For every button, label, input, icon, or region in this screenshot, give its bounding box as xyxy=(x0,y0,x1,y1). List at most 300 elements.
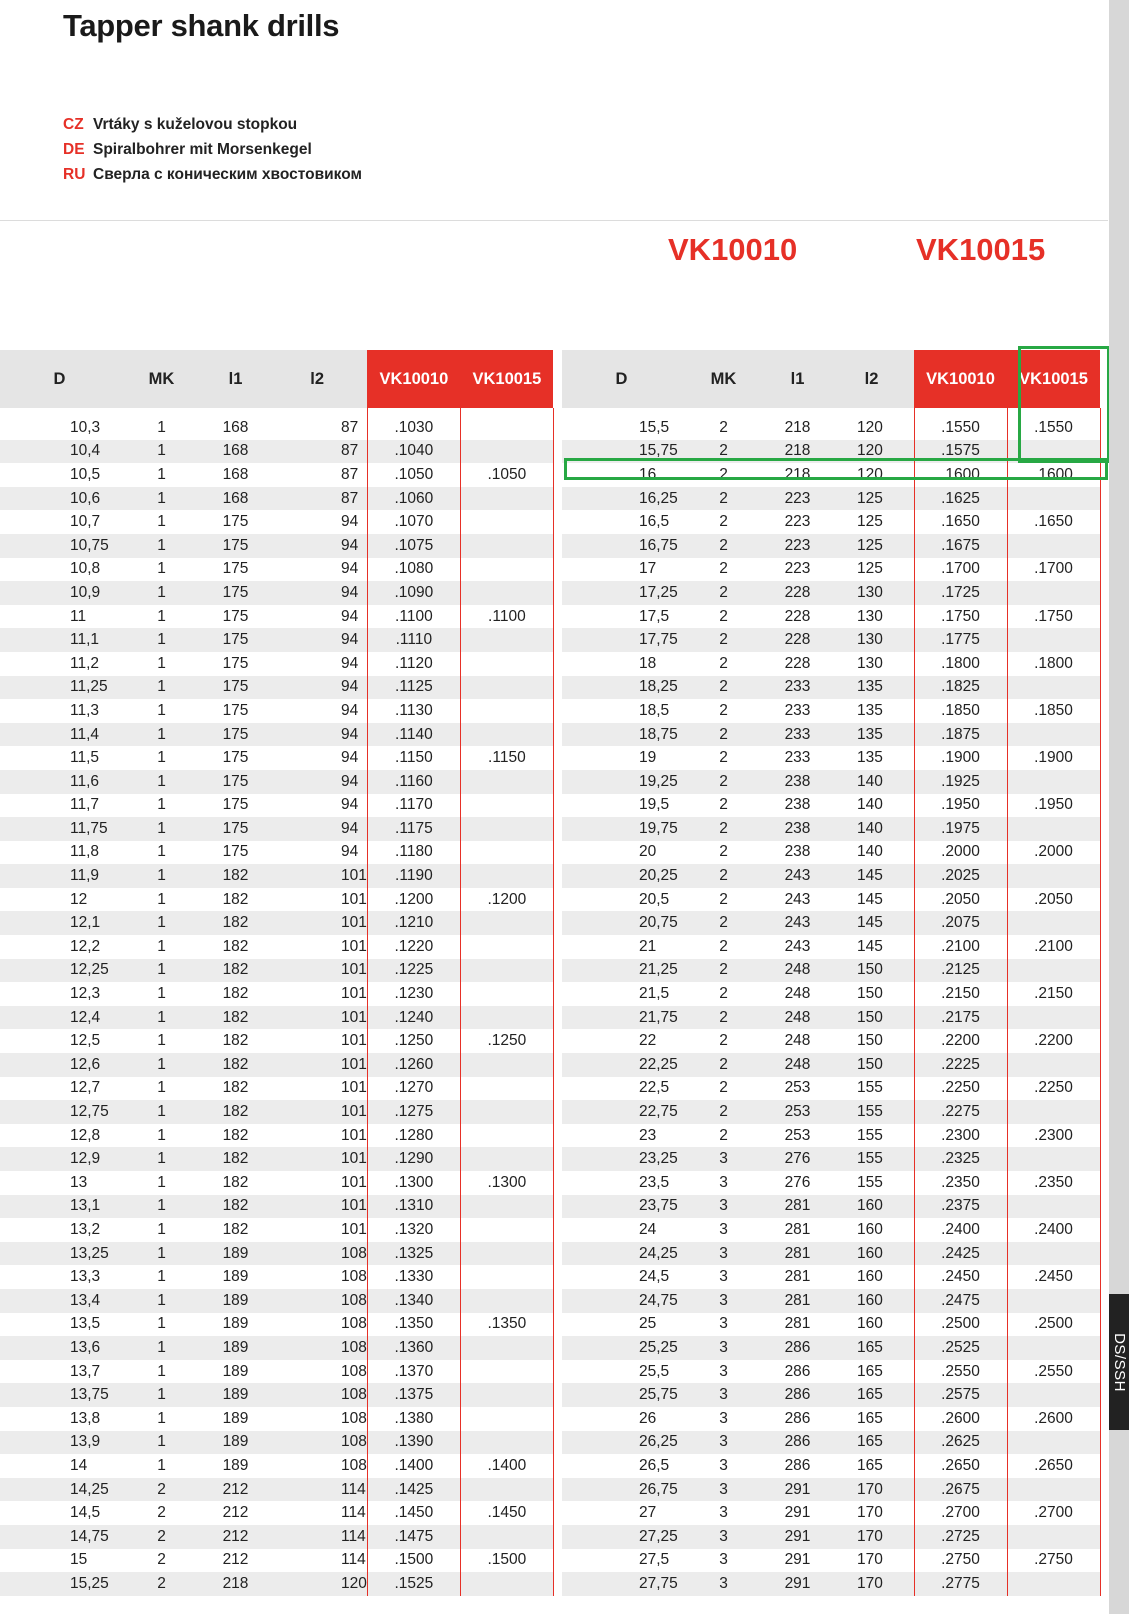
cell-mk: 2 xyxy=(681,676,766,700)
cell-d: 13,3 xyxy=(70,1268,101,1286)
cell-vk10010: .2675 xyxy=(914,1478,1007,1502)
cell-d: 20,25 xyxy=(562,864,681,888)
cell-d: 25 xyxy=(639,1315,657,1333)
cell-l1: 286 xyxy=(766,1336,829,1360)
cell-vk10015 xyxy=(1007,1242,1100,1266)
cell-d: 13,7 xyxy=(70,1362,101,1380)
cell-l2: 114 xyxy=(341,1551,366,1569)
cell-d: 10,5 xyxy=(70,465,101,483)
cell-l1: 189 xyxy=(204,1336,267,1360)
cell-l2: 140 xyxy=(857,843,883,861)
cell-vk10010: .2375 xyxy=(914,1195,1007,1219)
table-row xyxy=(0,1218,553,1242)
cell-vk10015 xyxy=(460,487,553,511)
cell-d: 27,75 xyxy=(562,1572,681,1596)
cell-vk10010: .1400 xyxy=(367,1454,460,1478)
cell-vk10015 xyxy=(460,1242,553,1266)
cell-vk10015 xyxy=(1007,1006,1100,1030)
table-row xyxy=(0,510,553,534)
cell-vk10015 xyxy=(460,1077,553,1101)
cell-d: 13,5 xyxy=(70,1315,101,1333)
cell-vk10015 xyxy=(460,1525,553,1549)
cell-d: 15 xyxy=(70,1551,88,1569)
cell-d: 24,5 xyxy=(639,1268,670,1286)
cell-mk: 2 xyxy=(719,937,728,955)
cell-l2: 108 xyxy=(341,1456,367,1474)
language-code: CZ xyxy=(63,116,84,133)
cell-l2: 101 xyxy=(341,937,367,955)
cell-mk: 2 xyxy=(681,770,766,794)
cell-mk: 1 xyxy=(157,937,166,955)
cell-vk10015 xyxy=(460,581,553,605)
cell-l1: 212 xyxy=(222,1504,249,1522)
table-header-row xyxy=(562,350,1100,408)
cell-vk10010: .1210 xyxy=(367,911,460,935)
cell-mk: 1 xyxy=(157,749,166,767)
cell-vk10010: .1900 xyxy=(914,746,1007,770)
cell-vk10010: .2300 xyxy=(914,1124,1007,1148)
cell-l1: 291 xyxy=(766,1572,829,1596)
cell-vk10015: .1450 xyxy=(460,1501,553,1525)
header-l2: l2 xyxy=(267,350,367,408)
cell-vk10015 xyxy=(1007,723,1100,747)
cell-vk10010: .1275 xyxy=(367,1100,460,1124)
cell-d: 19 xyxy=(639,749,657,767)
cell-mk: 1 xyxy=(119,1006,204,1030)
cell-mk: 2 xyxy=(719,654,728,672)
cell-l2: 108 xyxy=(267,1383,367,1407)
cell-l2: 130 xyxy=(857,654,883,672)
header-l1: l1 xyxy=(204,350,267,408)
cell-mk: 1 xyxy=(157,701,166,719)
cell-d: 10,4 xyxy=(0,440,119,464)
cell-l2: 94 xyxy=(267,676,367,700)
cell-l1: 286 xyxy=(766,1431,829,1455)
cell-l1: 291 xyxy=(784,1551,811,1569)
cell-d: 12,5 xyxy=(70,1032,101,1050)
cell-d: 10,7 xyxy=(70,513,101,531)
cell-l1: 189 xyxy=(222,1456,249,1474)
cell-mk: 1 xyxy=(157,418,166,436)
table-row xyxy=(0,864,553,888)
cell-vk10015: .2450 xyxy=(1007,1265,1100,1289)
cell-vk10010: .2475 xyxy=(914,1289,1007,1313)
cell-l2: 101 xyxy=(267,1053,367,1077)
cell-vk10010: .1380 xyxy=(367,1407,460,1431)
cell-d: 12,6 xyxy=(0,1053,119,1077)
cell-d: 10,8 xyxy=(70,560,101,578)
cell-l1: 218 xyxy=(766,440,829,464)
table-row xyxy=(562,534,1100,558)
cell-vk10010: .2000 xyxy=(914,841,1007,865)
table-row xyxy=(0,1383,553,1407)
cell-vk10010: .1150 xyxy=(367,746,460,770)
cell-vk10015 xyxy=(460,770,553,794)
cell-vk10015 xyxy=(460,841,553,865)
cell-l1: 182 xyxy=(204,1195,267,1219)
cell-l1: 233 xyxy=(784,749,811,767)
table-row xyxy=(562,1100,1100,1124)
table-row xyxy=(562,1029,1100,1053)
cell-mk: 1 xyxy=(119,864,204,888)
table-row xyxy=(0,1171,553,1195)
cell-l2: 145 xyxy=(829,864,914,888)
cell-l1: 248 xyxy=(784,985,811,1003)
cell-l1: 189 xyxy=(222,1268,249,1286)
cell-l2: 114 xyxy=(267,1525,367,1549)
cell-l2: 170 xyxy=(829,1572,914,1596)
cell-vk10010: .1220 xyxy=(367,935,460,959)
cell-l2: 94 xyxy=(341,513,359,531)
cell-vk10015 xyxy=(460,1100,553,1124)
cell-vk10015 xyxy=(1007,1147,1100,1171)
table-row xyxy=(0,1431,553,1455)
cell-l2: 101 xyxy=(341,1126,367,1144)
cell-l2: 114 xyxy=(267,1478,367,1502)
cell-vk10015 xyxy=(460,1053,553,1077)
cell-l2: 150 xyxy=(829,1006,914,1030)
cell-l2: 165 xyxy=(829,1383,914,1407)
cell-mk: 2 xyxy=(157,1504,166,1522)
cell-vk10015 xyxy=(460,1265,553,1289)
cell-l2: 101 xyxy=(341,890,367,908)
cell-l1: 175 xyxy=(204,628,267,652)
table-row xyxy=(0,1077,553,1101)
cell-d: 24,25 xyxy=(562,1242,681,1266)
cell-mk: 1 xyxy=(157,1032,166,1050)
cell-vk10010: .1475 xyxy=(367,1525,460,1549)
cell-l2: 155 xyxy=(857,1079,883,1097)
cell-vk10010: .2700 xyxy=(914,1501,1007,1525)
cell-d: 18,75 xyxy=(562,723,681,747)
cell-l2: 101 xyxy=(267,1195,367,1219)
cell-mk: 1 xyxy=(157,985,166,1003)
cell-vk10010: .1725 xyxy=(914,581,1007,605)
header-vk10015: VK10015 xyxy=(1007,350,1100,408)
cell-mk: 3 xyxy=(719,1268,728,1286)
cell-d: 12,25 xyxy=(0,959,119,983)
cell-l1: 168 xyxy=(204,487,267,511)
cell-mk: 1 xyxy=(157,1456,166,1474)
cell-l1: 175 xyxy=(222,749,249,767)
cell-d: 26,75 xyxy=(562,1478,681,1502)
cell-mk: 2 xyxy=(681,864,766,888)
cell-d: 20,5 xyxy=(639,890,670,908)
cell-mk: 3 xyxy=(719,1551,728,1569)
cell-vk10010: .2150 xyxy=(914,982,1007,1006)
cell-vk10015 xyxy=(460,1478,553,1502)
table-row xyxy=(0,652,553,676)
table-row xyxy=(0,746,553,770)
cell-vk10015: .2500 xyxy=(1007,1313,1100,1337)
table-row xyxy=(0,1195,553,1219)
header-l1: l1 xyxy=(766,350,829,408)
cell-mk: 3 xyxy=(719,1315,728,1333)
cell-vk10010: .1130 xyxy=(367,699,460,723)
cell-l1: 182 xyxy=(204,864,267,888)
cell-vk10015: .2050 xyxy=(1007,888,1100,912)
cell-vk10010: .1300 xyxy=(367,1171,460,1195)
cell-d: 12 xyxy=(70,890,88,908)
cell-l1: 281 xyxy=(784,1220,811,1238)
table-row xyxy=(0,1029,553,1053)
cell-l2: 101 xyxy=(341,1220,367,1238)
cell-mk: 3 xyxy=(681,1336,766,1360)
cell-l2: 140 xyxy=(829,817,914,841)
cell-mk: 2 xyxy=(719,1126,728,1144)
cell-d: 13,2 xyxy=(70,1220,101,1238)
table-row xyxy=(0,911,553,935)
table-row xyxy=(562,841,1100,865)
cell-d: 15,75 xyxy=(562,440,681,464)
cell-vk10010: .1290 xyxy=(367,1147,460,1171)
cell-vk10010: .1280 xyxy=(367,1124,460,1148)
cell-vk10015 xyxy=(460,935,553,959)
cell-l2: 101 xyxy=(267,1006,367,1030)
cell-l1: 175 xyxy=(204,581,267,605)
cell-vk10015 xyxy=(460,864,553,888)
table-row xyxy=(562,1242,1100,1266)
cell-mk: 2 xyxy=(719,843,728,861)
cell-mk: 2 xyxy=(681,628,766,652)
table-row xyxy=(0,1549,553,1573)
cell-d: 12,4 xyxy=(0,1006,119,1030)
cell-l2: 101 xyxy=(267,959,367,983)
cell-l2: 108 xyxy=(341,1409,367,1427)
cell-l2: 135 xyxy=(857,749,883,767)
cell-mk: 2 xyxy=(681,959,766,983)
cell-l2: 120 xyxy=(857,465,883,483)
cell-mk: 1 xyxy=(119,911,204,935)
cell-vk10015 xyxy=(1007,959,1100,983)
cell-d: 27,25 xyxy=(562,1525,681,1549)
cell-vk10015: .2700 xyxy=(1007,1501,1100,1525)
cell-d: 12,1 xyxy=(0,911,119,935)
cell-vk10010: .1170 xyxy=(367,794,460,818)
cell-vk10015: .1400 xyxy=(460,1454,553,1478)
cell-vk10010: .1330 xyxy=(367,1265,460,1289)
cell-l2: 94 xyxy=(341,607,359,625)
cell-mk: 2 xyxy=(119,1572,204,1596)
cell-l2: 135 xyxy=(829,676,914,700)
table-row xyxy=(562,605,1100,629)
cell-vk10010: .1030 xyxy=(367,408,460,440)
table-row xyxy=(0,1478,553,1502)
cell-l2: 101 xyxy=(341,1079,367,1097)
cell-l1: 189 xyxy=(222,1362,249,1380)
cell-vk10015 xyxy=(1007,1100,1100,1124)
cell-vk10015: .1100 xyxy=(460,605,553,629)
table-row xyxy=(562,487,1100,511)
cell-mk: 2 xyxy=(681,1100,766,1124)
cell-l1: 175 xyxy=(222,513,249,531)
cell-mk: 1 xyxy=(157,796,166,814)
cell-d: 16 xyxy=(639,465,657,483)
cell-vk10010: .2225 xyxy=(914,1053,1007,1077)
table-row xyxy=(0,440,553,464)
table-row xyxy=(562,746,1100,770)
cell-vk10015 xyxy=(1007,1525,1100,1549)
cell-l2: 155 xyxy=(857,1173,883,1191)
cell-vk10015: .1250 xyxy=(460,1029,553,1053)
cell-l1: 286 xyxy=(784,1362,811,1380)
table-row xyxy=(0,1360,553,1384)
cell-vk10010: .1425 xyxy=(367,1478,460,1502)
cell-mk: 1 xyxy=(157,843,166,861)
cell-d: 21 xyxy=(639,937,657,955)
cell-vk10010: .1190 xyxy=(367,864,460,888)
cell-mk: 1 xyxy=(119,1053,204,1077)
cell-vk10010: .2550 xyxy=(914,1360,1007,1384)
cell-vk10010: .1325 xyxy=(367,1242,460,1266)
table-row xyxy=(562,1265,1100,1289)
section-side-tab xyxy=(1109,1294,1129,1430)
language-list xyxy=(63,116,362,191)
cell-l1: 228 xyxy=(766,628,829,652)
table-row xyxy=(562,1171,1100,1195)
table-header-row xyxy=(0,350,553,408)
cell-d: 22 xyxy=(639,1032,657,1050)
cell-mk: 1 xyxy=(119,1383,204,1407)
cell-d: 21,75 xyxy=(562,1006,681,1030)
cell-l2: 94 xyxy=(267,723,367,747)
cell-vk10010: .2500 xyxy=(914,1313,1007,1337)
cell-l1: 182 xyxy=(222,985,249,1003)
cell-vk10010: .2325 xyxy=(914,1147,1007,1171)
table-row xyxy=(0,628,553,652)
table-row xyxy=(562,959,1100,983)
cell-d: 10,75 xyxy=(0,534,119,558)
cell-mk: 2 xyxy=(681,440,766,464)
page-title: Tapper shank drills xyxy=(63,8,340,43)
cell-l1: 238 xyxy=(784,796,811,814)
cell-l2: 120 xyxy=(829,440,914,464)
cell-l1: 281 xyxy=(766,1195,829,1219)
table-row xyxy=(0,605,553,629)
cell-vk10015 xyxy=(1007,1383,1100,1407)
cell-l2: 130 xyxy=(857,607,883,625)
table-row xyxy=(0,1407,553,1431)
cell-l1: 248 xyxy=(766,1053,829,1077)
cell-l1: 218 xyxy=(784,465,811,483)
cell-l2: 87 xyxy=(267,440,367,464)
cell-mk: 1 xyxy=(157,1173,166,1191)
cell-d: 25,5 xyxy=(639,1362,670,1380)
language-translation: Сверла с коническим хвостовиком xyxy=(93,166,362,183)
cell-vk10010: .2625 xyxy=(914,1431,1007,1455)
cell-l2: 165 xyxy=(857,1456,883,1474)
cell-vk10010: .1110 xyxy=(367,628,460,652)
cell-l1: 291 xyxy=(766,1525,829,1549)
table-row xyxy=(0,1454,553,1478)
cell-mk: 2 xyxy=(719,418,728,436)
cell-l2: 155 xyxy=(829,1100,914,1124)
cell-l1: 182 xyxy=(222,937,249,955)
cell-l1: 243 xyxy=(766,911,829,935)
cell-mk: 1 xyxy=(157,560,166,578)
cell-vk10015: .2550 xyxy=(1007,1360,1100,1384)
table-row xyxy=(0,558,553,582)
cell-mk: 3 xyxy=(719,1409,728,1427)
table-row xyxy=(562,1313,1100,1337)
cell-vk10010: .2525 xyxy=(914,1336,1007,1360)
cell-mk: 2 xyxy=(719,749,728,767)
cell-vk10015 xyxy=(1007,1053,1100,1077)
cell-vk10015: .1150 xyxy=(460,746,553,770)
cell-l2: 160 xyxy=(829,1242,914,1266)
table-row xyxy=(562,1006,1100,1030)
table-row xyxy=(562,1077,1100,1101)
cell-l1: 189 xyxy=(222,1409,249,1427)
cell-mk: 1 xyxy=(119,440,204,464)
cell-d: 22,5 xyxy=(639,1079,670,1097)
cell-vk10015 xyxy=(460,1336,553,1360)
cell-d: 12,9 xyxy=(0,1147,119,1171)
cell-l2: 135 xyxy=(857,701,883,719)
cell-l2: 87 xyxy=(341,418,359,436)
cell-l1: 286 xyxy=(784,1456,811,1474)
cell-mk: 1 xyxy=(157,1126,166,1144)
table-row xyxy=(0,1336,553,1360)
cell-vk10015: .1600 xyxy=(1007,463,1100,487)
cell-mk: 1 xyxy=(157,654,166,672)
table-row xyxy=(0,1289,553,1313)
cell-l1: 223 xyxy=(784,560,811,578)
cell-l2: 94 xyxy=(341,701,359,719)
cell-vk10010: .1625 xyxy=(914,487,1007,511)
cell-l2: 120 xyxy=(267,1572,367,1596)
cell-mk: 1 xyxy=(119,1100,204,1124)
cell-vk10015 xyxy=(460,1383,553,1407)
table-row xyxy=(0,408,553,440)
cell-vk10010: .2175 xyxy=(914,1006,1007,1030)
cell-l1: 233 xyxy=(784,701,811,719)
cell-d: 11,7 xyxy=(70,796,100,814)
cell-l1: 182 xyxy=(204,1006,267,1030)
cell-mk: 1 xyxy=(119,1195,204,1219)
cell-l1: 175 xyxy=(204,817,267,841)
language-row-de xyxy=(63,141,362,166)
cell-mk: 3 xyxy=(681,1242,766,1266)
cell-vk10015 xyxy=(460,408,553,440)
cell-l2: 94 xyxy=(341,796,359,814)
cell-l2: 170 xyxy=(829,1478,914,1502)
cell-vk10010: .1200 xyxy=(367,888,460,912)
cell-d: 13,9 xyxy=(0,1431,119,1455)
cell-l1: 182 xyxy=(222,1032,249,1050)
cell-vk10010: .2575 xyxy=(914,1383,1007,1407)
cell-mk: 2 xyxy=(681,534,766,558)
table-row xyxy=(562,1572,1100,1596)
cell-d: 22,25 xyxy=(562,1053,681,1077)
cell-vk10015 xyxy=(1007,1478,1100,1502)
cell-mk: 2 xyxy=(719,513,728,531)
cell-vk10010: .1225 xyxy=(367,959,460,983)
cell-vk10015 xyxy=(1007,628,1100,652)
cell-d: 10,6 xyxy=(0,487,119,511)
cell-d: 17 xyxy=(639,560,657,578)
cell-l1: 276 xyxy=(784,1173,811,1191)
cell-l1: 175 xyxy=(204,723,267,747)
cell-vk10010: .1140 xyxy=(367,723,460,747)
cell-l2: 150 xyxy=(829,1053,914,1077)
header-mk: MK xyxy=(681,350,766,408)
cell-vk10010: .1875 xyxy=(914,723,1007,747)
cell-d: 26,25 xyxy=(562,1431,681,1455)
cell-l2: 108 xyxy=(341,1315,367,1333)
section-divider xyxy=(0,220,1108,221)
header-d: D xyxy=(0,350,119,408)
